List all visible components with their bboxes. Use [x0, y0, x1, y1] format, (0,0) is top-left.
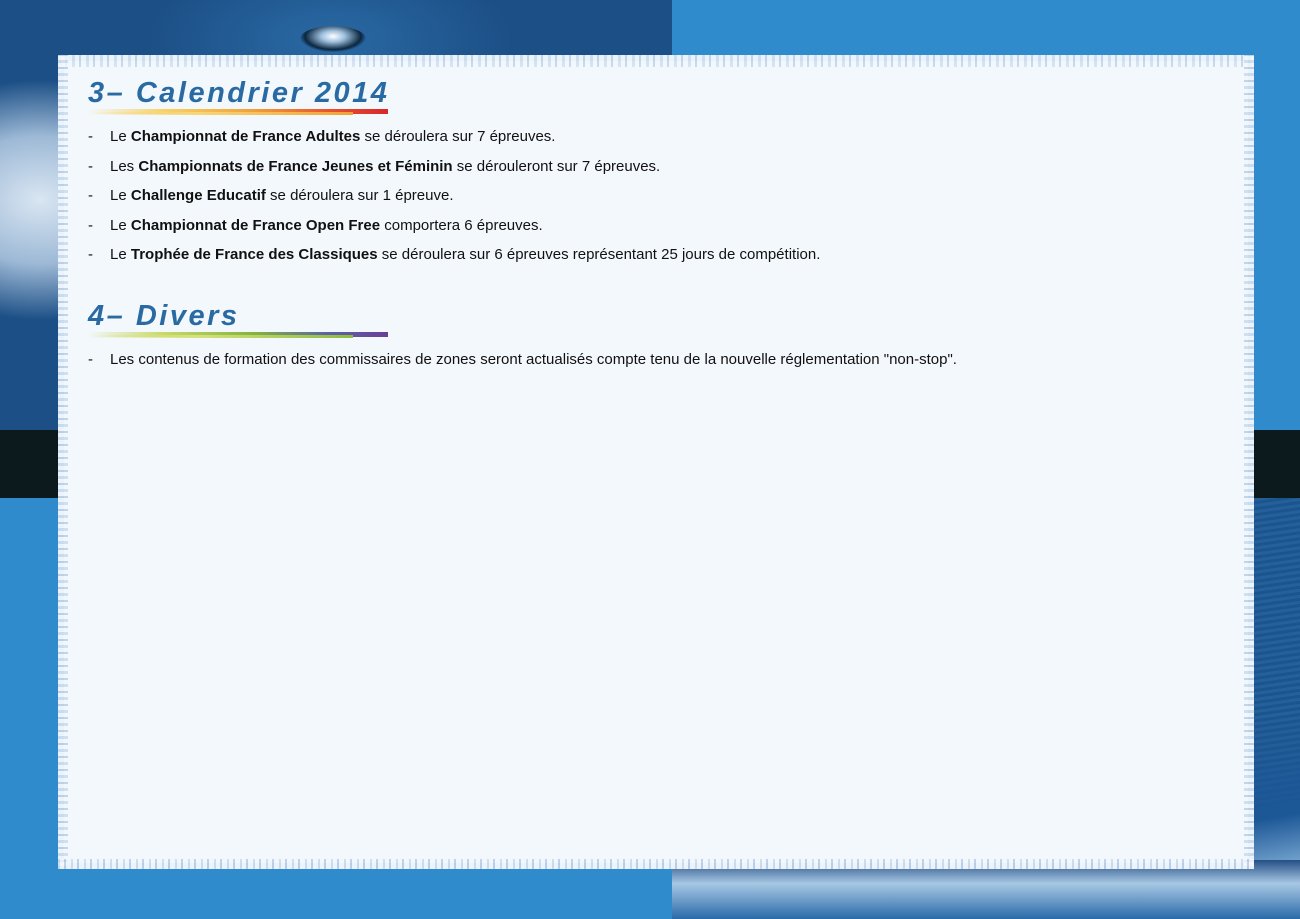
card-edge-left: [58, 55, 68, 869]
list-item: - Le Championnat de France Open Free comportera 6 épreuves.: [88, 216, 543, 234]
list-item: - Les Championnats de France Jeunes et Féminin se dérouleront sur 7 épreuves.: [88, 157, 661, 175]
background-puck-detail: [300, 26, 366, 52]
list-item: - Le Challenge Educatif se déroulera sur 1 épreuve.: [88, 187, 454, 204]
list-item: - Le Championnat de France Adultes se déroulera sur 7 épreuves.: [88, 128, 556, 145]
section-title-divers: 4– Divers: [88, 300, 240, 332]
content-card: [58, 55, 1254, 869]
card-edge-right: [1244, 55, 1254, 869]
list-item: - Les contenus de formation des commissaires de zones seront actualisés compte tenu de la nouvelle réglementation "non-stop".: [88, 351, 957, 368]
calendrier-list: [88, 126, 820, 274]
section-underline-divers: [88, 332, 388, 337]
section-underline-calendrier: [88, 109, 388, 114]
list-item: - Le Trophée de France des Classiques se déroulera sur 6 épreuves représentant 25 jours de compétition.: [88, 246, 821, 263]
divers-list: [88, 349, 957, 379]
section-title-calendrier: 3– Calendrier 2014: [88, 77, 390, 109]
